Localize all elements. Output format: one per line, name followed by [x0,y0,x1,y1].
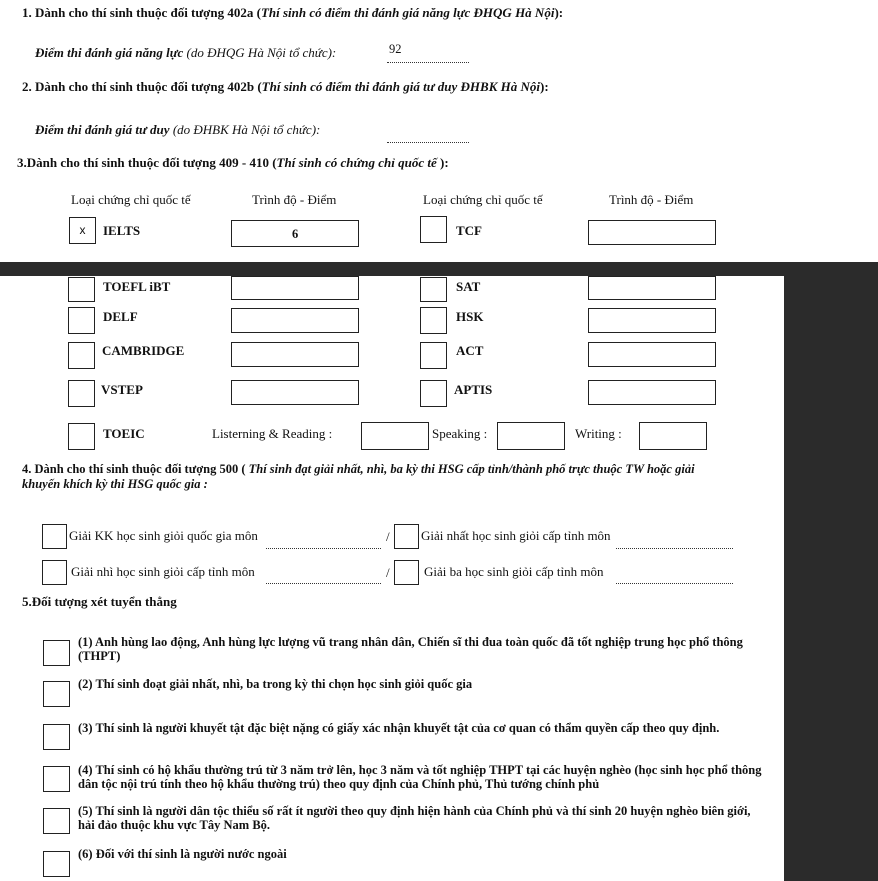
toeic-writing-label: Writing : [575,426,622,441]
sec2-score-field[interactable] [387,142,469,143]
direct-admission-2-text: (2) Thí sinh đoạt giải nhất, nhì, ba trong kỳ thi chọn học sinh giỏi quốc gia [78,677,473,691]
award-kk-national-label: Giải KK học sinh giỏi quốc gia môn [69,528,258,543]
award-separator-2: / [386,565,390,580]
sec1-label: Điểm thi đánh giá năng lực (do ĐHQG Hà Nội tổ chức): [35,45,337,60]
direct-admission-3-text: (3) Thí sinh là người khuyết tật đặc biệt nặng có giấy xác nhận khuyết tật của cơ quan có thẩm quyền cấp theo quy định. [78,721,720,735]
award-third-province-checkbox[interactable] [394,560,419,585]
award-second-province-checkbox[interactable] [42,560,67,585]
direct-admission-6-text: (6) Đối với thí sinh là người nước ngoài [78,847,287,861]
cambridge-checkbox[interactable] [68,342,95,369]
scan-dark-band [0,262,878,276]
ielts-score-field[interactable] [231,220,359,247]
toefl-checkbox[interactable] [68,277,95,302]
cert-label-toefl: TOEFL iBT [103,279,171,294]
tcf-score-field[interactable] [588,220,716,245]
direct-admission-1-text: (1) Anh hùng lao động, Anh hùng lực lượng vũ trang nhân dân, Chiến sĩ thi đua toàn quốc đã tốt nghiệp trung học phổ thông (THPT) [78,635,743,663]
direct-admission-2-checkbox[interactable] [43,681,70,707]
cert-label-toeic: TOEIC [103,426,145,441]
col-header-type: Loại chứng chỉ quốc tế [71,192,191,207]
cert-label-hsk: HSK [456,309,484,324]
award-separator-1: / [386,529,390,544]
award-third-province-subject[interactable] [616,583,733,584]
toeic-speaking-label: Speaking : [432,426,488,441]
sec2-label: Điểm thi đánh giá tư duy (do ĐHBK Hà Nội tổ chức): [35,122,321,137]
cert-label-vstep: VSTEP [101,382,143,397]
ielts-checkbox[interactable] [69,217,96,244]
cert-label-cambridge: CAMBRIDGE [102,343,185,358]
aptis-score-field[interactable] [588,380,716,405]
ielts-check-mark: x [79,223,86,237]
act-score-field[interactable] [588,342,716,367]
toeic-lr-field[interactable] [361,422,429,450]
direct-admission-3-checkbox[interactable] [43,724,70,750]
tcf-checkbox[interactable] [420,216,447,243]
direct-admission-4-text: (4) Thí sinh có hộ khẩu thường trú từ 3 năm trở lên, học 3 năm và tốt nghiệp THPT tại các huyện nghèo (học sinh học phổ thông dân tộc nội trú tính theo hộ khẩu thường trú) theo quy định của Chính phủ, Thủ tướng chính phủ [78,763,762,791]
sec1-score-value: 92 [389,42,402,56]
col-header-level-2: Trình độ - Điểm [609,192,694,207]
sec1-score-field[interactable] [387,62,469,63]
direct-admission-4-checkbox[interactable] [43,766,70,792]
vstep-score-field[interactable] [231,380,359,405]
act-checkbox[interactable] [420,342,447,369]
sec5-heading: 5.Đối tượng xét tuyển thẳng [22,594,177,609]
ielts-score-value: 6 [292,227,299,241]
cert-label-ielts: IELTS [103,223,141,238]
hsk-checkbox[interactable] [420,307,447,334]
cert-label-delf: DELF [103,309,138,324]
sat-score-field[interactable] [588,276,716,300]
delf-checkbox[interactable] [68,307,95,334]
toeic-speaking-field[interactable] [497,422,565,450]
col-header-type-2: Loại chứng chỉ quốc tế [423,192,543,207]
award-first-province-subject[interactable] [616,548,733,549]
cert-label-sat: SAT [456,279,481,294]
cert-label-aptis: APTIS [454,382,493,397]
award-second-province-subject[interactable] [266,583,381,584]
direct-admission-5-text: (5) Thí sinh là người dân tộc thiểu số rất ít người theo quy định hiện hành của Chính phủ và thí sinh 20 huyện nghèo biên giới, hải đảo thuộc khu vực Tây Nam Bộ. [78,804,751,832]
sec4-heading-line1: 4. Dành cho thí sinh thuộc đối tượng 500 ( Thí sinh đạt giải nhất, nhì, ba kỳ thi HSG cấp tỉnh/thành phố trực thuộc TW hoặc giải [22,462,695,476]
sec1-heading: 1. Dành cho thí sinh thuộc đối tượng 402a (Thí sinh có điểm thi đánh giá năng lực ĐHQG Hà Nội): [22,5,564,20]
toeic-checkbox[interactable] [68,423,95,450]
toeic-lr-label: Listerning & Reading : [212,426,333,441]
col-header-level: Trình độ - Điểm [252,192,337,207]
hsk-score-field[interactable] [588,308,716,333]
award-third-province-label: Giải ba học sinh giỏi cấp tỉnh môn [424,564,604,579]
award-first-province-checkbox[interactable] [394,524,419,549]
sec4-heading-line2: khuyến khích kỳ thi HSG quốc gia : [22,477,208,491]
scan-dark-margin [784,276,878,881]
sec3-heading: 3.Dành cho thí sinh thuộc đối tượng 409 - 410 (Thí sinh có chứng chỉ quốc tế ): [17,155,449,170]
sat-checkbox[interactable] [420,277,447,302]
award-first-province-label: Giải nhất học sinh giỏi cấp tỉnh môn [421,528,611,543]
cert-label-act: ACT [456,343,484,358]
direct-admission-6-checkbox[interactable] [43,851,70,877]
vstep-checkbox[interactable] [68,380,95,407]
delf-score-field[interactable] [231,308,359,333]
award-second-province-label: Giải nhì học sinh giỏi cấp tỉnh môn [71,564,255,579]
award-kk-national-subject[interactable] [266,548,381,549]
toefl-score-field[interactable] [231,276,359,300]
cert-label-tcf: TCF [456,223,482,238]
direct-admission-1-checkbox[interactable] [43,640,70,666]
cambridge-score-field[interactable] [231,342,359,367]
toeic-writing-field[interactable] [639,422,707,450]
direct-admission-5-checkbox[interactable] [43,808,70,834]
aptis-checkbox[interactable] [420,380,447,407]
award-kk-national-checkbox[interactable] [42,524,67,549]
sec2-heading: 2. Dành cho thí sinh thuộc đối tượng 402b (Thí sinh có điểm thi đánh giá tư duy ĐHBK Hà Nội): [22,79,549,94]
